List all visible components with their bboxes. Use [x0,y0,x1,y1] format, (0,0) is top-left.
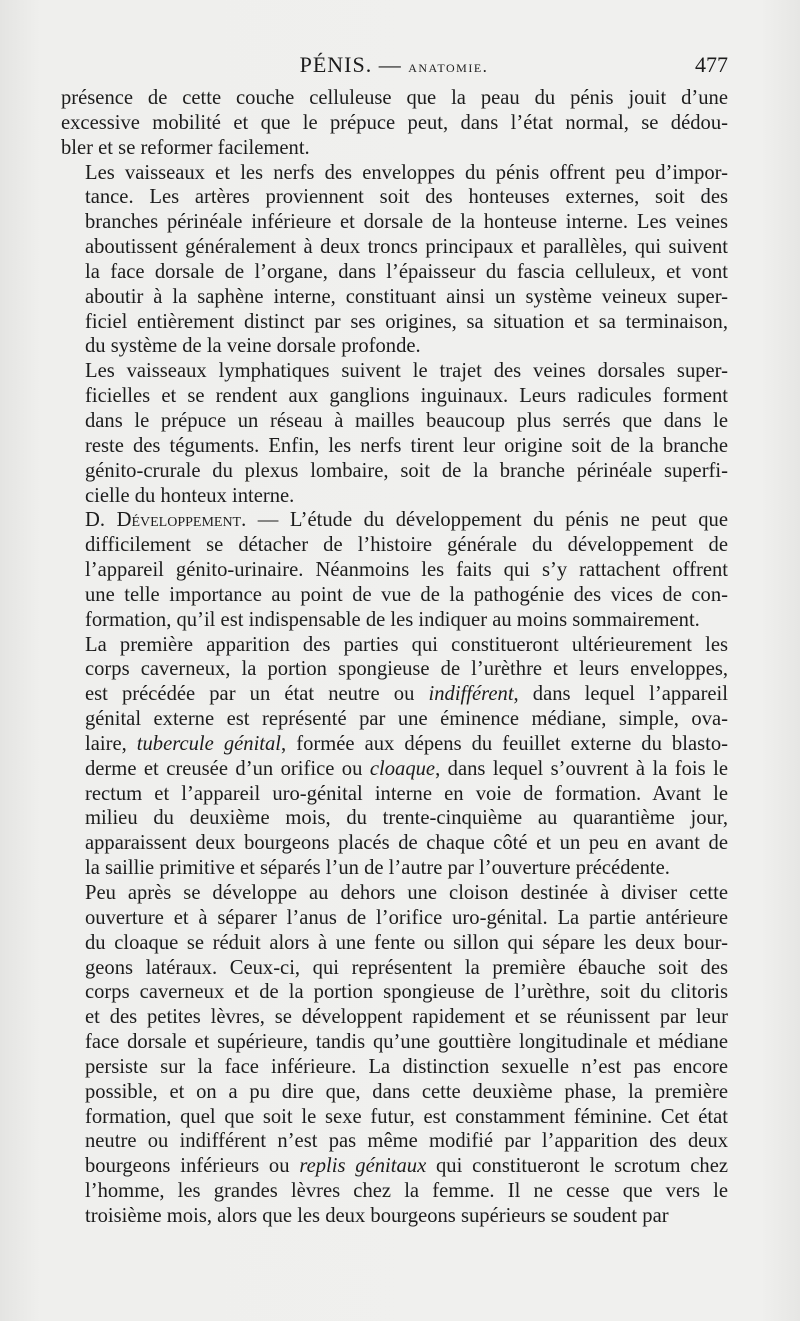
text-run: du cloaque se réduit alors à une fente ou sillon qui sépare les deux bour- [85,931,728,954]
text-line [61,409,728,434]
text-line [61,1129,728,1154]
text-line [61,931,728,956]
page-number: 477 [695,52,728,77]
text-run: cielle du honteux interne. [85,484,295,507]
text-run: Les vaisseaux lymphatiques suivent le trajet des veines dorsales super- [85,360,728,383]
text-run: face dorsale et supérieure, tandis qu’une gouttière longitudinale et médiane [85,1031,728,1054]
text-line [61,1030,728,1055]
text-run: difficilement se détacher de l’histoire générale du développement de [85,534,728,557]
text-line [61,533,728,558]
text-run: présence de cette couche celluleuse que la peau du pénis jouit d’une [61,87,728,109]
text-line [61,1080,728,1105]
italic-term: cloaque [369,757,436,780]
text-line [61,1179,728,1204]
running-head-title [60,52,728,80]
text-line [61,334,728,359]
italic-term: tubercule génital [136,732,282,755]
text-line [61,682,728,707]
text-line [61,384,728,409]
text-line [61,86,728,111]
text-line [61,310,728,335]
text-run: ficiel entièrement distinct par ses origines, sa situation et sa terminaison, [85,310,728,333]
text-run: corps caverneux et de la portion spongieuse de l’urèthre, soit du clitoris [85,981,728,1004]
text-run: et des petites lèvres, se développent rapidement et se réunissent par leur [85,1006,728,1029]
text-run: neutre ou indifférent n’est pas même modifié par l’apparition des deux [85,1130,728,1153]
text-line [61,484,728,509]
text-line [61,633,728,658]
text-run: formation, quel que soit le sexe futur, est constamment féminine. Cet état [85,1105,728,1128]
text-run: dans le prépuce un réseau à mailles beaucoup plus serrés que dans le [85,409,728,432]
text-line [61,285,728,310]
text-run: derme et creusée d’un orifice ou [85,757,370,780]
text-line [61,508,728,533]
paragraph [61,161,728,360]
text-line [61,881,728,906]
text-run: est précédée par un état neutre ou [85,683,429,706]
text-run: , formée aux dépens du feuillet externe du blasto- [281,732,728,755]
text-run: Peu après se développe au dehors une cloison destinée à diviser cette [85,882,728,904]
text-run: La première apparition des parties qui constitueront ultérieurement les [85,633,728,656]
text-run: la face dorsale de l’organe, dans l’épaisseur du fascia celluleux, et vont [85,260,728,283]
paragraph [61,881,728,1229]
text-line [61,185,728,210]
text-line [61,906,728,931]
text-run: excessive mobilité et que le prépuce peut, dans l’état normal, se dédou- [61,111,728,134]
paragraph [61,359,728,508]
text-line [61,235,728,260]
text-line [61,1105,728,1130]
text-line [61,732,728,757]
text-line [61,608,728,633]
text-line [61,707,728,732]
text-run: génital externe est représenté par une éminence médiane, simple, ova- [85,708,728,731]
text-run: rectum et l’appareil uro-génital interne en voie de formation. Avant le [85,782,728,805]
text-run: , dans lequel l’appareil [513,683,729,706]
text-run: la saillie primitive et séparés l’un de l’autre par l’ouverture précédente. [85,857,670,880]
paragraph [61,508,728,632]
text-line [61,111,728,136]
running-head [60,52,728,78]
text-run: bler et se reformer facilement. [61,136,310,159]
section-heading: D. Développement. — [85,509,279,532]
text-line [61,161,728,186]
text-line [61,359,728,384]
text-run: laire, [85,732,137,755]
text-run: possible, et on a pu dire que, dans cette deuxième phase, la première [85,1080,728,1103]
body-text [61,86,728,1229]
text-line [61,459,728,484]
running-head-section: anatomie. [408,57,489,76]
text-run: génito-crurale du plexus lombaire, soit de la branche périnéale superfi- [85,459,728,482]
text-line [61,782,728,807]
text-line [61,757,728,782]
text-run: l’appareil génito-urinaire. Néanmoins les faits qui s’y rattachent offrent [85,559,728,582]
text-run: qui constitueront le scrotum chez [426,1155,728,1178]
text-line [61,856,728,881]
text-run: reste des téguments. Enfin, les nerfs tirent leur origine soit de la branche [85,434,728,457]
text-run: l’homme, les grandes lèvres chez la femme. Il ne cesse que vers le [85,1180,728,1203]
text-run: persiste sur la face inférieure. La distinction sexuelle n’est pas encore [85,1055,728,1078]
text-line [61,260,728,285]
paragraph [61,86,728,161]
text-line [61,583,728,608]
text-run: corps caverneux, la portion spongieuse de l’urèthre et leurs enveloppes, [85,658,728,681]
text-line [61,1005,728,1030]
text-line [61,136,728,161]
text-run: une telle importance au point de vue de la pathogénie des vices de con- [85,583,728,606]
text-run: tance. Les artères proviennent soit des honteuses externes, soit des [85,186,728,209]
text-run: geons latéraux. Ceux-ci, qui représentent la première ébauche soit des [85,956,728,979]
text-line [61,831,728,856]
text-run: branches périnéale inférieure et dorsale de la honteuse interne. Les veines [85,211,728,234]
text-run: ficielles et se rendent aux ganglions inguinaux. Leurs radicules forment [85,385,728,408]
text-line [61,1204,728,1229]
text-run: Les vaisseaux et les nerfs des enveloppes du pénis offrent peu d’impor- [85,161,728,184]
text-run: apparaissent deux bourgeons placés de chaque côté et un peu en avant de [85,832,728,855]
text-line [61,210,728,235]
text-run: troisième mois, alors que les deux bourgeons supérieurs se soudent par [85,1204,669,1227]
text-run: aboutissent généralement à deux troncs principaux et parallèles, qui suivent [85,236,728,259]
text-line [61,434,728,459]
text-run: L’étude du développement du pénis ne peut que [278,509,728,532]
text-run: bourgeons inférieurs ou [85,1155,300,1178]
text-line [61,980,728,1005]
text-run: , dans lequel s’ouvrent à la fois le [435,757,728,780]
text-line [61,1154,728,1179]
running-head-word: PÉNIS. [299,52,373,77]
running-head-separator: — [378,52,402,77]
text-line [61,558,728,583]
text-run: du système de la veine dorsale profonde. [85,335,421,358]
text-run: formation, qu’il est indispensable de les indiquer au moins sommairement. [85,608,700,631]
text-run: ouverture et à séparer l’anus de l’orifice uro-génital. La partie antérieure [85,906,728,929]
text-run: milieu du deuxième mois, du trente-cinquième au quarantième jour, [85,807,728,830]
text-line [61,657,728,682]
paragraph [61,633,728,881]
text-line [61,956,728,981]
italic-term: indifférent [428,683,514,706]
text-line [61,1055,728,1080]
italic-term: replis génitaux [299,1155,427,1178]
text-run: aboutir à la saphène interne, constituant ainsi un système veineux super- [85,285,728,308]
text-line [61,806,728,831]
